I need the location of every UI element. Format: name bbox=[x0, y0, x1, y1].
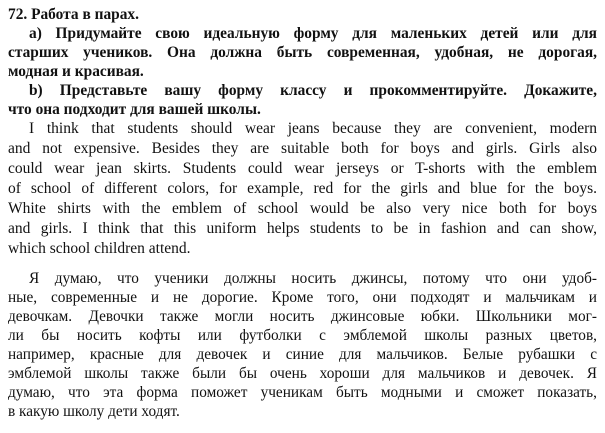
english-answer-line-1: I think that students should wear jeans because they are convenient, modern bbox=[29, 120, 597, 137]
russian-translation-line-5: например, красные для девочек и синие для мальчиков. Белые рубашки с bbox=[8, 346, 597, 363]
english-answer-line-2: and not expensive. Besides they are suitable both for boys and girls. Girls also bbox=[8, 140, 597, 157]
task-a-line-3: модная и красивая. bbox=[8, 63, 144, 80]
russian-translation-line-1: Я думаю, что ученики должны носить джинсы, потому что они удоб- bbox=[29, 270, 597, 287]
exercise-heading: 72. Работа в парах. bbox=[8, 6, 139, 23]
russian-translation-line-3: девочкам. Девочки также могли носить джинсовые юбки. Школьники мог- bbox=[8, 308, 597, 325]
english-answer-line-3: could wear jean skirts. Students could wear jerseys or T-shorts with the emblem bbox=[8, 160, 597, 177]
task-b-line-1: b) Представьте вашу форму классу и прокомментируйте. Докажите, bbox=[29, 82, 597, 99]
russian-translation-line-2: ные, современные и не дорогие. Кроме того, они подходят и мальчикам и bbox=[8, 289, 597, 306]
english-answer-line-5: White shirts with the emblem of school would be also very nice both for boys bbox=[8, 200, 597, 217]
task-b-line-2: что она подходит для вашей школы. bbox=[8, 101, 261, 118]
english-answer-line-6: and girls. I think that this uniform helps students to be in fashion and can show, bbox=[8, 220, 597, 237]
russian-translation-line-4: ли бы носить кофты или футболки с эмблемой школы разных цветов, bbox=[8, 327, 597, 344]
task-a-line-1: a) Придумайте свою идеальную форму для маленьких детей или для bbox=[29, 25, 597, 42]
english-answer-line-7: which school children attend. bbox=[8, 240, 191, 257]
english-answer-line-4: of school of different colors, for example, red for the girls and blue for the boys. bbox=[8, 180, 597, 197]
task-a-line-2: старших учеников. Она должна быть современная, удобная, не дорогая, bbox=[8, 44, 597, 61]
russian-translation-line-8: в какую школу дети ходят. bbox=[8, 403, 180, 420]
russian-translation-line-6: эмблемой школы также были бы очень хороши для мальчиков и девочек. Я bbox=[8, 365, 597, 382]
russian-translation-line-7: думаю, что эта форма поможет ученикам быть модными и сможет показать, bbox=[8, 384, 597, 401]
